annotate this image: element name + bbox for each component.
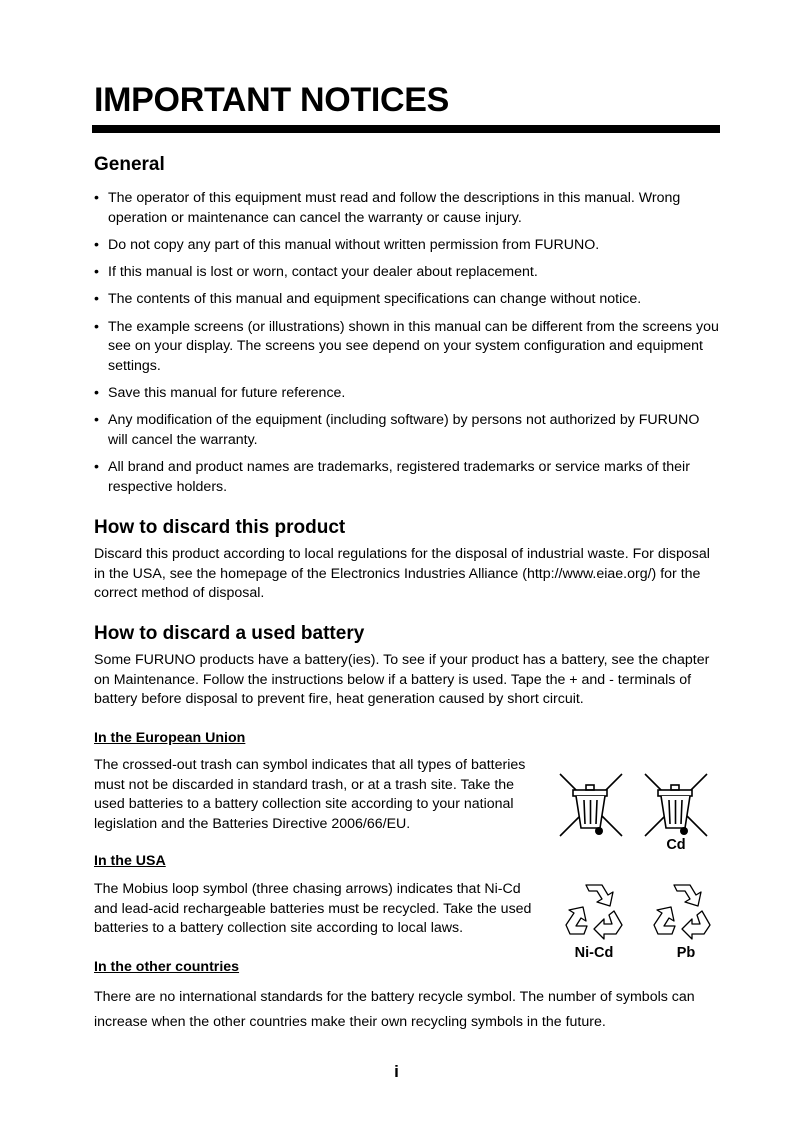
list-item: • Do not copy any part of this manual without written permission from FURUNO. bbox=[94, 236, 600, 253]
discard-product-text: Discard this product according to local regulations for the disposal of industrial waste. For disposal in the USA, see the homepage of the Electronics Industries Alliance (http://www.eiae.org/) for the correct method of disposal. bbox=[94, 546, 710, 601]
discard-battery-text: Some FURUNO products have a battery(ies). To see if your product has a battery, see the chapter on Maintenance. Follow the instructions below if a battery is used. Tape the + and - terminals of battery before disposal to prevent fire, heat generation caused by short circuit. bbox=[94, 652, 710, 707]
discard-battery-heading: How to discard a used battery bbox=[94, 623, 365, 644]
discard-product-heading: How to discard this product bbox=[94, 517, 346, 538]
list-item: • All brand and product names are trademarks, registered trademarks or service marks of their respective holders. bbox=[94, 459, 690, 495]
eu-text: The crossed-out trash can symbol indicates that all types of batteries must not be discarded in standard trash, or at a trash site. Take the used batteries to a battery collection site according to your national legislation and the Batteries Directive 2006/66/EU. bbox=[94, 757, 526, 832]
eu-heading: In the European Union bbox=[94, 730, 246, 746]
general-list bbox=[94, 189, 720, 505]
cd-label: Cd bbox=[666, 837, 686, 853]
other-heading: In the other countries bbox=[94, 959, 240, 975]
list-item: • The operator of this equipment must read and follow the descriptions in this manual. Wrong operation or maintenance can cancel the warranty or cause injury. bbox=[94, 190, 681, 226]
list-item: • Save this manual for future reference. bbox=[94, 384, 346, 401]
general-heading: General bbox=[94, 154, 165, 175]
page-number: i bbox=[394, 1062, 399, 1081]
usa-heading: In the USA bbox=[94, 853, 166, 869]
list-item: • The contents of this manual and equipment specifications can change without notice. bbox=[94, 291, 642, 308]
title-rule bbox=[92, 125, 720, 133]
crossed-trash-cd-icon bbox=[641, 770, 711, 840]
crossed-trash-icon bbox=[556, 770, 626, 840]
pb-label: Pb bbox=[676, 945, 696, 961]
recycle-pb-icon bbox=[650, 877, 716, 941]
other-text: There are no international standards for the battery recycle symbol. The number of symbols can increase when the other countries make their own recycling symbols in the future. bbox=[94, 989, 695, 1030]
list-item: • If this manual is lost or worn, contact your dealer about replacement. bbox=[94, 264, 538, 281]
nicd-label: Ni-Cd bbox=[574, 945, 614, 961]
list-item: • Any modification of the equipment (including software) by persons not authorized by FURUNO will cancel the warranty. bbox=[94, 412, 700, 448]
usa-text: The Mobius loop symbol (three chasing arrows) indicates that Ni-Cd and lead-acid rechargeable batteries must be recycled. Take the used batteries to a battery collection site according to local laws. bbox=[94, 881, 532, 936]
list-item: • The example screens (or illustrations) shown in this manual can be different from the screens you see on your display. The screens you see depend on your system configuration and equipment settings. bbox=[94, 318, 719, 374]
page-title: IMPORTANT NOTICES bbox=[94, 81, 450, 119]
recycle-nicd-icon bbox=[562, 877, 628, 941]
